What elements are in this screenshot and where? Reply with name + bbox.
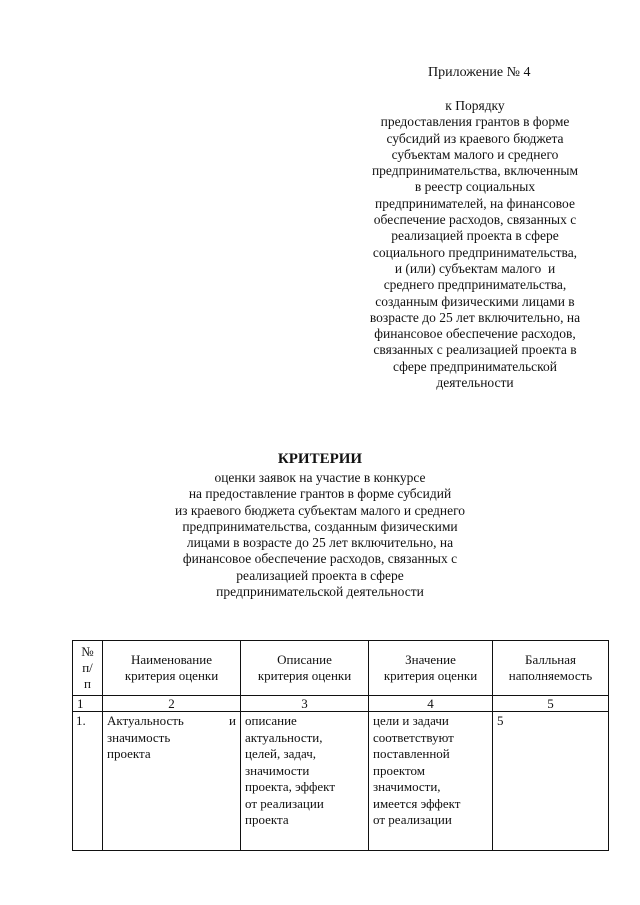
description-line: описание — [245, 713, 297, 728]
order-line: и (или) субъектам малого и — [394, 260, 556, 276]
criteria-subtitle-line: из краевого бюджета субъектам малого и среднего — [174, 502, 466, 518]
description-line: целей, задач, — [245, 746, 316, 761]
criterion-score: 5 — [493, 712, 609, 851]
row-number: 1. — [73, 712, 103, 851]
value-line: соответствуют — [373, 729, 454, 745]
order-line: предоставления грантов в форме — [380, 114, 570, 130]
order-line: субъектам малого и среднего — [391, 146, 559, 162]
order-line: социального предпринимательства, — [372, 244, 578, 260]
value-line: от реализации — [373, 812, 452, 827]
order-line: предпринимателей, на финансовое — [375, 195, 575, 211]
criteria-subtitle-line: реализацией проекта в сфере — [236, 567, 404, 583]
order-line: предпринимательства, включенным — [371, 163, 579, 179]
column-number: 5 — [493, 696, 609, 712]
header-text: наполняемость — [508, 668, 593, 683]
description-line: значимости — [245, 762, 310, 778]
description-line: проекта — [245, 812, 289, 827]
order-line: деятельности — [436, 375, 514, 391]
criteria-table — [72, 640, 609, 851]
criteria-subtitle — [80, 470, 560, 600]
header-cell-value — [369, 641, 493, 696]
column-number: 4 — [369, 696, 493, 712]
header-text: критерия оценки — [124, 668, 219, 683]
criteria-subtitle-line: лицами в возрасте до 25 лет включительно, на — [186, 535, 454, 551]
criterion-name-word: Актуальность — [107, 713, 184, 728]
order-line: возрасте до 25 лет включительно, на — [369, 309, 581, 325]
header-text: п/ — [82, 660, 93, 675]
header-text: критерия оценки — [257, 668, 352, 683]
value-line: имеется эффект — [373, 795, 461, 811]
value-line: цели и задачи — [373, 713, 449, 728]
appendix-title: Приложение № 4 — [428, 65, 531, 80]
header-text: № — [81, 644, 94, 659]
header-text: Значение — [405, 651, 456, 667]
header-cell-name — [103, 641, 241, 696]
order-reference — [340, 98, 610, 391]
header-cell-description — [241, 641, 369, 696]
criteria-subtitle-line: на предоставление грантов в форме субсидий — [188, 486, 452, 502]
criterion-name-word: и — [229, 713, 236, 728]
description-line: проекта, эффект — [245, 779, 336, 794]
value-line: проектом — [373, 762, 426, 778]
order-line: связанных с реализацией проекта в — [373, 342, 577, 358]
header-text: Балльная — [525, 651, 576, 667]
order-line: субсидий из краевого бюджета — [386, 130, 564, 146]
order-line: в реестр социальных — [414, 179, 536, 195]
column-number: 1 — [73, 696, 103, 712]
order-line: обеспечение расходов, связанных с — [373, 212, 577, 228]
header-cell-number — [73, 641, 103, 696]
column-number: 2 — [103, 696, 241, 712]
header-text: п — [84, 676, 91, 691]
order-line: среднего предпринимательства, — [383, 277, 567, 293]
criteria-heading: КРИТЕРИИ — [277, 451, 363, 467]
criterion-name-line: проекта — [107, 746, 151, 761]
criteria-subtitle-line: предпринимательства, созданным физическими — [182, 518, 458, 534]
header-text: критерия оценки — [383, 668, 478, 683]
description-line: от реализации — [245, 795, 324, 811]
criterion-name — [103, 712, 241, 851]
table-row — [73, 712, 609, 851]
criteria-subtitle-line: финансовое обеспечение расходов, связанных с — [182, 551, 458, 567]
header-cell-score — [493, 641, 609, 696]
header-text: Описание — [277, 651, 332, 667]
order-line: реализацией проекта в сфере — [391, 228, 559, 244]
value-line: поставленной — [373, 746, 450, 761]
criteria-subtitle-line: оценки заявок на участие в конкурсе — [214, 470, 426, 485]
column-number-row — [73, 696, 609, 712]
description-line: актуальности, — [245, 729, 323, 745]
order-line: финансовое обеспечение расходов, — [374, 326, 576, 342]
criterion-value — [369, 712, 493, 851]
header-text: Наименование — [131, 651, 212, 667]
criteria-subtitle-line: предпринимательской деятельности — [216, 584, 424, 600]
order-line: сфере предпринимательской — [392, 358, 558, 374]
value-line: значимости, — [373, 779, 441, 794]
criterion-description — [241, 712, 369, 851]
column-number: 3 — [241, 696, 369, 712]
order-line: созданным физическими лицами в — [375, 293, 575, 309]
order-line: к Порядку — [445, 98, 505, 113]
table-header-row — [73, 641, 609, 696]
criterion-name-line: значимость — [107, 729, 171, 745]
